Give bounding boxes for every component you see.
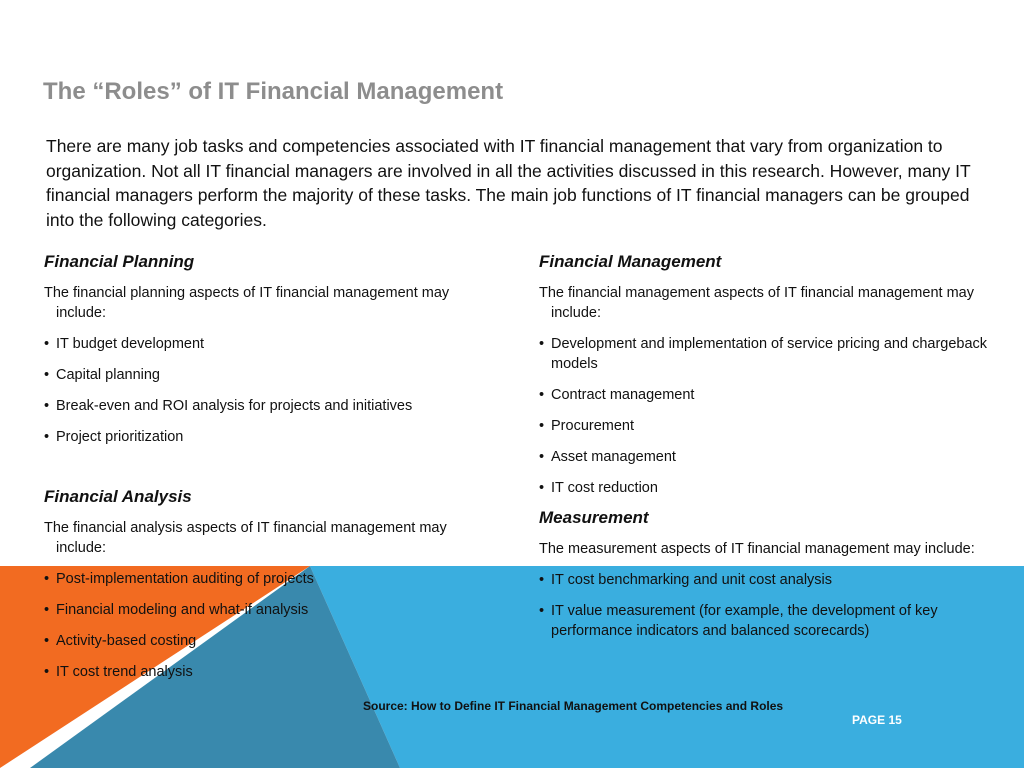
- financial-analysis-heading: Financial Analysis: [44, 487, 192, 506]
- list-item: • Post-implementation auditing of projects: [44, 569, 494, 589]
- list-item: • Procurement: [539, 416, 989, 436]
- measurement-list: [539, 570, 989, 641]
- list-item: • Financial modeling and what-if analysis: [44, 600, 494, 620]
- slide-title: The “Roles” of IT Financial Management: [43, 78, 504, 105]
- financial-planning-lead: The financial planning aspects of IT financial management may include:: [44, 285, 450, 321]
- intro-paragraph: There are many job tasks and competencies associated with IT financial management that vary from organization to organization. Not all IT financial managers are involved in all the activities discussed in this research. However, many IT financial managers perform the majority of these tasks. The main job functions of IT financial managers can be grouped into the following categories.: [46, 136, 971, 230]
- list-item: • IT budget development: [44, 334, 494, 354]
- financial-planning-heading: Financial Planning: [44, 252, 195, 271]
- page-number: PAGE 15: [852, 713, 902, 727]
- financial-management-lead: The financial management aspects of IT financial management may include:: [539, 285, 974, 321]
- list-item: • IT cost trend analysis: [44, 662, 494, 682]
- measurement-heading: Measurement: [539, 508, 649, 527]
- list-item: • IT cost reduction: [539, 478, 989, 498]
- financial-management-list: [539, 334, 989, 498]
- list-item: • IT cost benchmarking and unit cost analysis: [539, 570, 989, 590]
- list-item: • Capital planning: [44, 365, 494, 385]
- financial-planning-list: [44, 334, 494, 447]
- financial-analysis-lead: The financial analysis aspects of IT financial management may include:: [44, 520, 447, 556]
- source-citation: Source: How to Define IT Financial Management Competencies and Roles: [363, 699, 784, 713]
- financial-analysis-list: [44, 569, 494, 682]
- list-item: • Development and implementation of service pricing and chargeback models: [539, 334, 989, 374]
- measurement-lead: The measurement aspects of IT financial management may include:: [539, 541, 975, 557]
- financial-planning-section: [44, 252, 494, 447]
- financial-analysis-section: [44, 487, 494, 682]
- list-item: • Asset management: [539, 447, 989, 467]
- measurement-section: [539, 508, 989, 641]
- right-column: [539, 252, 989, 641]
- list-item: • Break-even and ROI analysis for projects and initiatives: [44, 396, 494, 416]
- left-column: [44, 252, 494, 682]
- financial-management-section: [539, 252, 989, 498]
- financial-management-heading: Financial Management: [539, 252, 722, 271]
- list-item: • Contract management: [539, 385, 989, 405]
- list-item: • Project prioritization: [44, 427, 494, 447]
- list-item: • Activity-based costing: [44, 631, 494, 651]
- list-item: • IT value measurement (for example, the development of key performance indicators and balanced scorecards): [539, 601, 989, 641]
